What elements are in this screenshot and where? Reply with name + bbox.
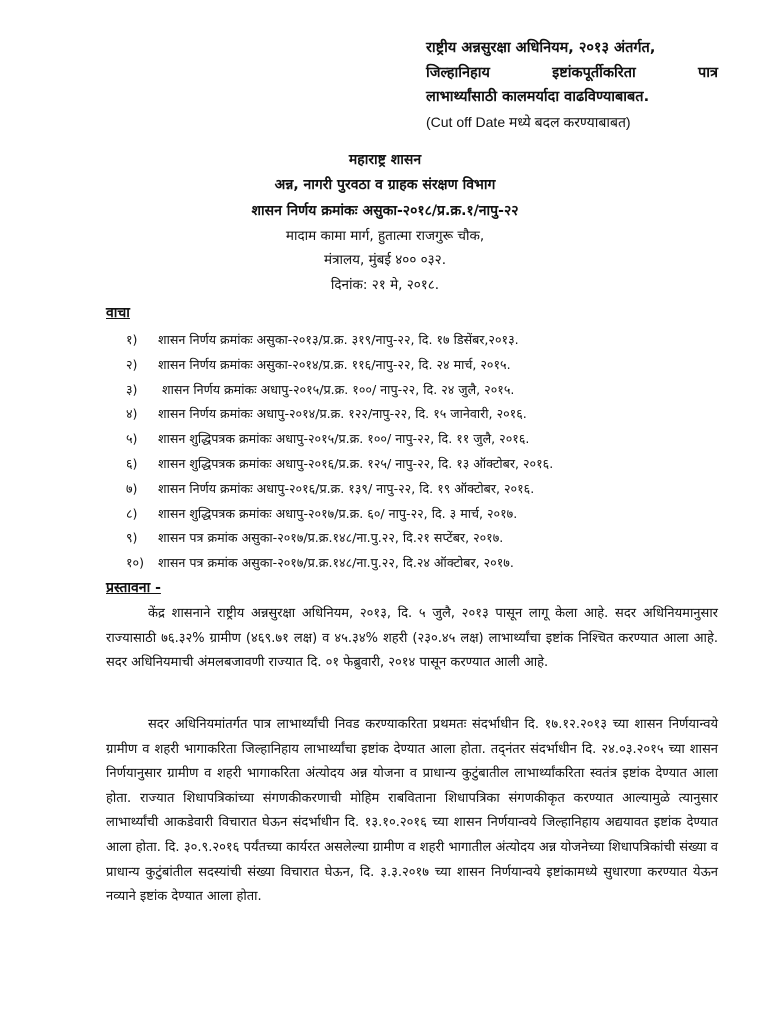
reference-number: ५) — [126, 431, 138, 447]
reference-number: १०) — [126, 555, 145, 571]
resolution-date: दिनांक: २१ मे, २०१८. — [330, 277, 440, 293]
subject-line-4: (Cut off Date मध्ये बदल करण्याबाबत) — [426, 113, 631, 130]
reference-number: ९) — [126, 530, 138, 546]
preamble-paragraph-2: सदर अधिनियमांतर्गत पात्र लाभार्थ्यांची निवड करण्याकरिता प्रथमतः संदर्भाधीन दि. १७.१२.२०१३ च्या शासन निर्णयान्वये ग्रामीण व शहरी भागाकरिता जिल्हानिहाय लाभार्थ्यांचा इष्टांक देण्यात आला होता. तद्नंतर संदर्भाधीन दि. २४.०३.२०१५ च्या शासन निर्णयानुसार ग्रामीण व शहरी भागाकरिता अंत्योदय अन्न योजना व प्राधान्य कुटुंबातील लाभार्थ्यांकरिता स्वतंत्र इष्टांक देण्यात आला होता. राज्यात शिधापत्रिकांच्या संगणकीकरणाची मोहिम राबविताना शिधापत्रिका संगणकीकृत करण्यात आल्यामुळे त्यानुसार लाभार्थ्यांची आकडेवारी विचारात घेऊन संदर्भाधीन दि. १३.१०.२०१६ च्या शासन निर्णयान्वये जिल्हानिहाय अद्ययावत इष्टांक देण्यात आला होता. दि. ३०.९.२०१६ पर्यंतच्या कार्यरत असलेल्या ग्रामीण व शहरी भागातील अंत्योदय अन्न योजनेच्या शिधापत्रिकांची संख्या व प्राधान्य कुटुंबांतील सदस्यांची संख्या विचारात घेऊन, दि. ३.३.२०१७ च्या शासन निर्णयान्वये इष्टांकामध्ये सुधारणा करण्यात येऊन नव्याने इष्टांक देण्यात आला होता. — [106, 717, 718, 905]
reference-text: शासन पत्र क्रमांक असुका-२०१७/प्र.क्र.१४८/ना.पु.२२, दि.२४ ऑक्टोबर, २०१७. — [158, 555, 514, 571]
reference-number: ३) — [126, 381, 138, 397]
reference-item — [126, 477, 686, 502]
subject-line-2: जिल्हानिहाय इष्टांकपूर्तीकरिता पात्र — [426, 64, 718, 81]
reference-text: शासन शुद्धिपत्रक क्रमांकः अधापु-२०१७/प्र.क्र. ६०/ नापु-२२, दि. ३ मार्च, २०१७. — [158, 505, 518, 521]
address-line-1: मादाम कामा मार्ग, हुतात्मा राजगुरू चौक, — [285, 228, 485, 244]
reference-item — [126, 353, 686, 378]
reference-number: ७) — [126, 480, 138, 496]
reference-number: ४) — [126, 406, 138, 422]
reference-number: २) — [126, 356, 138, 372]
reference-item — [126, 452, 686, 477]
reference-item — [126, 328, 686, 353]
preamble-heading: प्रस्तावना - — [106, 580, 161, 596]
reference-list — [126, 328, 686, 576]
address-line-2: मंत्रालय, मुंबई ४०० ०३२. — [324, 252, 446, 268]
reference-text: शासन निर्णय क्रमांकः असुका-२०१४/प्र.क्र. ११६/नापु-२२, दि. २४ मार्च, २०१५. — [158, 356, 511, 372]
reference-item — [126, 378, 686, 403]
reference-number: ८) — [126, 505, 138, 521]
preamble-paragraph-1: केंद्र शासनाने राष्ट्रीय अन्नसुरक्षा अधिनियम, २०१३, दि. ५ जुलै, २०१३ पासून लागू केला आहे. सदर अधिनियमानुसार राज्यासाठी ७६.३२% ग्रामीण (४६९.७१ लक्ष) व ४५.३४% शहरी (२३०.४५ लक्ष) लाभार्थ्यांचा इष्टांक निश्चित करण्यात आला आहे. सदर अधिनियमाची अंमलबजावणी राज्यात दि. ०१ फेब्रुवारी, २०१४ पासून करण्यात आली आहे. — [106, 606, 718, 671]
read-heading: वाचा — [106, 305, 130, 321]
reference-text: शासन निर्णय क्रमांकः अधापु-२०१६/प्र.क्र. १३९/ नापु-२२, दि. १९ ऑक्टोबर, २०१६. — [158, 480, 535, 496]
reference-text: शासन निर्णय क्रमांकः अधापु-२०१४/प्र.क्र. १२२/नापु-२२, दि. १५ जानेवारी, २०१६. — [158, 406, 527, 422]
reference-text: शासन पत्र क्रमांक असुका-२०१७/प्र.क्र.१४८/ना.पु.२२, दि.२१ सप्टेंबर, २०१७. — [158, 530, 504, 546]
subject-line-1: राष्ट्रीय अन्नसुरक्षा अधिनियम, २०१३ अंतर्गत, — [426, 40, 656, 56]
reference-text: शासन शुद्धिपत्रक क्रमांकः अधापु-२०१५/प्र.क्र. १००/ नापु-२२, दि. ११ जुलै, २०१६. — [158, 431, 530, 447]
reference-item — [126, 526, 686, 551]
subject-block — [426, 36, 718, 134]
govt-name: महाराष्ट्र शासन — [348, 152, 422, 168]
reference-item — [126, 402, 686, 427]
reference-number: ६) — [126, 455, 138, 471]
reference-number: १) — [126, 332, 138, 347]
reference-text: शासन निर्णय क्रमांकः अधापु-२०१५/प्र.क्र. १००/ नापु-२२, दि. २४ जुलै, २०१५. — [158, 381, 515, 397]
resolution-number: शासन निर्णय क्रमांकः असुका-२०१८/प्र.क्र.१/नापु-२२ — [251, 203, 519, 219]
reference-item — [126, 427, 686, 452]
subject-line-3: लाभार्थ्यांसाठी कालमर्यादा वाढविण्याबाबत. — [426, 89, 650, 105]
reference-text: शासन निर्णय क्रमांकः असुका-२०१३/प्र.क्र. ३१९/नापु-२२, दि. १७ डिसेंबर,२०१३. — [158, 332, 519, 347]
department-name: अन्न, नागरी पुरवठा व ग्राहक संरक्षण विभाग — [274, 177, 496, 193]
reference-item — [126, 551, 686, 576]
reference-item — [126, 502, 686, 527]
reference-text: शासन शुद्धिपत्रक क्रमांकः अधापु-२०१६/प्र.क्र. १२५/ नापु-२२, दि. १३ ऑक्टोबर, २०१६. — [158, 455, 554, 471]
